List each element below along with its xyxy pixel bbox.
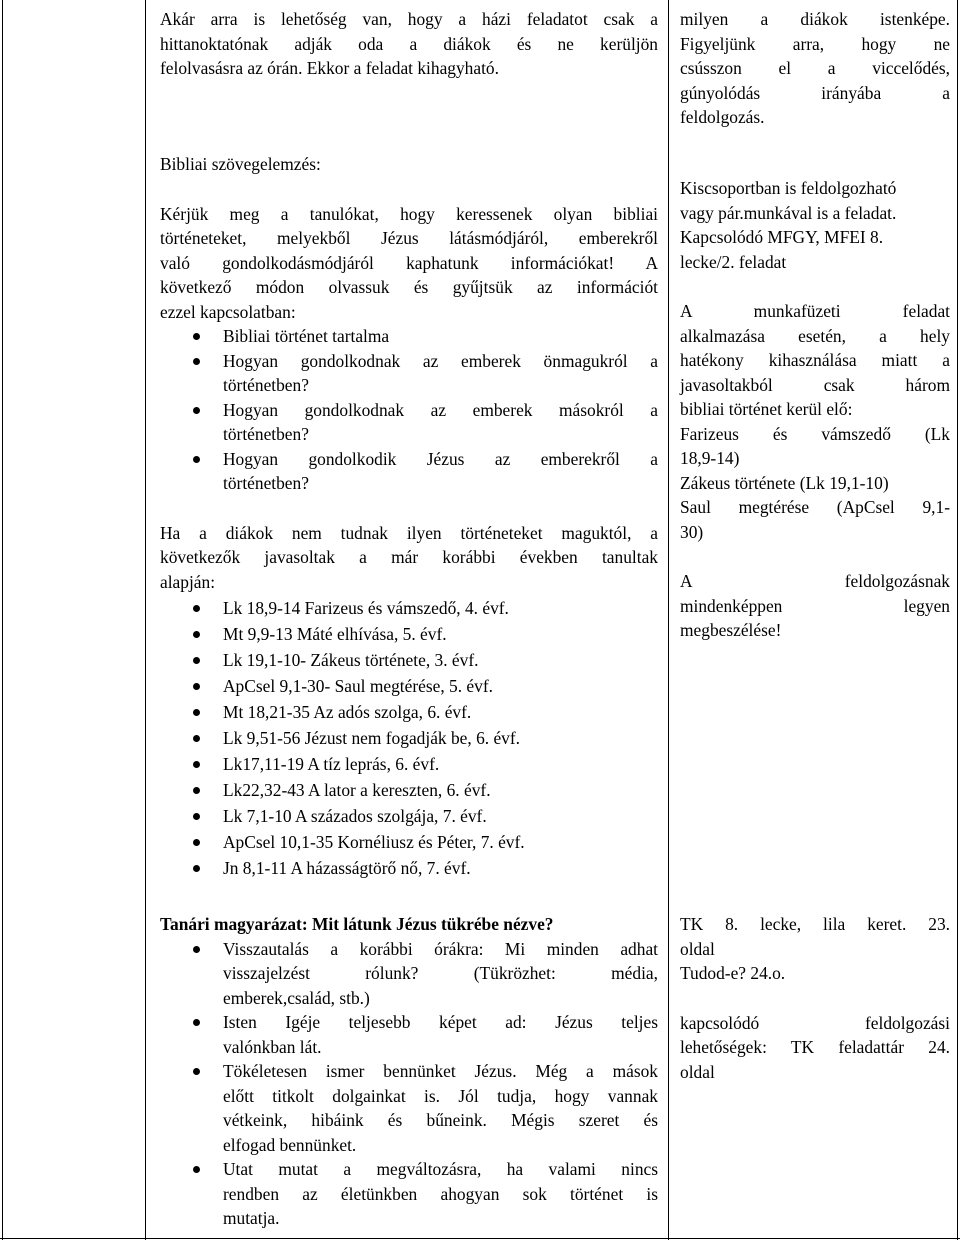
text-line: Bibliai történet tartalma bbox=[223, 326, 390, 346]
section-heading: Bibliai szövegelemzés: bbox=[160, 154, 321, 174]
text-line: A feldolgozásnak bbox=[680, 571, 950, 591]
question-list bbox=[160, 324, 658, 496]
text-line: Visszautalás a korábbi órákra: Mi minden adhat bbox=[223, 938, 658, 959]
text-line: alkalmazása esetén, a hely bbox=[680, 325, 950, 346]
list-item: Mt 9,9-13 Máté elhívása, 5. évf. bbox=[160, 622, 658, 647]
row3-side-cell bbox=[680, 912, 950, 1084]
text-line: 18,9-14) bbox=[680, 448, 740, 468]
section-heading: Tanári magyarázat: Mit látunk Jézus tükrébe nézve? bbox=[160, 914, 554, 934]
text-line: Kapcsolódó MFGY, MFEI 8. bbox=[680, 227, 884, 247]
row2-main-cell bbox=[160, 152, 658, 881]
text-line: történeteket, melyekből Jézus látásmódjáról, emberekről bbox=[160, 228, 658, 248]
text-line: oldal bbox=[680, 1061, 715, 1082]
row1-side-cell bbox=[680, 7, 950, 130]
list-item bbox=[160, 447, 658, 496]
text-line: A munkafüzeti feladat bbox=[680, 301, 950, 321]
text-line: emberek,család, stb.) bbox=[223, 987, 370, 1008]
text-line: történetben? bbox=[223, 473, 309, 493]
text-line: Tökéletesen ismer bennünket Jézus. Még a mások bbox=[223, 1061, 658, 1081]
text-line: gúnyolódás irányába a bbox=[680, 82, 950, 103]
text-line: Hogyan gondolkodik Jézus az emberekről a bbox=[223, 448, 658, 469]
text-line: megbeszélése! bbox=[680, 620, 782, 640]
text-line: alapján: bbox=[160, 571, 216, 592]
text-line: Farizeus és vámszedő (Lk bbox=[680, 423, 950, 444]
text-line: ezzel kapcsolatban: bbox=[160, 301, 296, 322]
list-item: ApCsel 10,1-35 Kornéliusz és Péter, 7. évf. bbox=[160, 830, 658, 855]
story-list bbox=[160, 596, 658, 881]
text-line: kapcsolódó feldolgozási bbox=[680, 1012, 950, 1033]
text-line: Zákeus története (Lk 19,1-10) bbox=[680, 472, 889, 493]
text-line: milyen a diákok istenképe. bbox=[680, 9, 950, 29]
explanation-list bbox=[160, 937, 658, 1231]
text-line: való gondolkodásmódjáról kaphatunk információkat! A bbox=[160, 252, 658, 273]
list-item: Mt 18,21-35 Az adós szolga, 6. évf. bbox=[160, 700, 658, 725]
text-line: lecke/2. feladat bbox=[680, 251, 787, 272]
text-line: Saul megtérése (ApCsel 9,1- bbox=[680, 497, 950, 517]
text-line: feldolgozás. bbox=[680, 107, 765, 127]
text-line: vagy pár.munkával is a feladat. bbox=[680, 202, 897, 223]
text-line: TK 8. lecke, lila keret. 23. bbox=[680, 914, 950, 934]
text-line: oldal bbox=[680, 938, 715, 959]
list-item bbox=[160, 1010, 658, 1059]
text-line: visszajelzést rólunk? (Tükrözhet: média, bbox=[223, 963, 658, 983]
text-line: rendben az életünkben ahogyan sok történet is bbox=[223, 1183, 658, 1204]
list-item bbox=[160, 937, 658, 1011]
column-divider-2 bbox=[668, 0, 669, 1240]
list-item: ApCsel 9,1-30- Saul megtérése, 5. évf. bbox=[160, 674, 658, 699]
text-line: lehetőségek: TK feladattár 24. bbox=[680, 1037, 950, 1057]
text-line: Akár arra is lehetőség van, hogy a házi feladatot csak a bbox=[160, 9, 658, 29]
text-line: Kérjük meg a tanulókat, hogy keressenek olyan bibliai bbox=[160, 203, 658, 224]
text-line: Utat mutat a megváltozásra, ha valami nincs bbox=[223, 1159, 658, 1179]
column-divider-1 bbox=[145, 0, 146, 1240]
text-line: következők javasoltak a már korábbi években tanultak bbox=[160, 547, 658, 567]
text-line: történetben? bbox=[223, 424, 309, 444]
list-item bbox=[160, 349, 658, 398]
row3-main-cell bbox=[160, 912, 658, 1231]
text-line: Hogyan gondolkodnak az emberek másokról a bbox=[223, 399, 658, 420]
text-line: Tudod-e? 24.o. bbox=[680, 963, 786, 983]
text-line: vétkeink, hibáink és bűneink. Mégis szeret és bbox=[223, 1110, 658, 1130]
text-line: következő módon olvassuk és gyűjtsük az információt bbox=[160, 277, 658, 297]
text-line: Figyeljünk arra, hogy ne bbox=[680, 33, 950, 54]
list-item: Lk 19,1-10- Zákeus története, 3. évf. bbox=[160, 648, 658, 673]
list-item: Lk 7,1-10 A százados szolgája, 7. évf. bbox=[160, 804, 658, 829]
list-item bbox=[160, 324, 658, 349]
list-item: Lk22,32-43 A lator a kereszten, 6. évf. bbox=[160, 778, 658, 803]
text-line: felolvasásra az órán. Ekkor a feladat kihagyható. bbox=[160, 58, 499, 78]
text-line: Hogyan gondolkodnak az emberek önmagukról a bbox=[223, 350, 658, 371]
list-item: Lk 18,9-14 Farizeus és vámszedő, 4. évf. bbox=[160, 596, 658, 621]
text-line: valónkban lát. bbox=[223, 1036, 322, 1057]
list-item: Jn 8,1-11 A házasságtörő nő, 7. évf. bbox=[160, 856, 658, 881]
table-border-bottom bbox=[0, 1238, 960, 1239]
row2-side-cell bbox=[680, 176, 950, 643]
text-line: elfogad bennünket. bbox=[223, 1134, 357, 1155]
text-line: mutatja. bbox=[223, 1208, 280, 1228]
list-item bbox=[160, 1157, 658, 1231]
text-line: csússzon el a viccelődés, bbox=[680, 58, 950, 78]
text-line: Kiscsoportban is feldolgozható bbox=[680, 178, 897, 198]
text-line: mindenképpen legyen bbox=[680, 595, 950, 616]
list-item bbox=[160, 1059, 658, 1157]
text-line: hittanoktatónak adják oda a diákok és ne kerüljön bbox=[160, 33, 658, 54]
text-line: hatékony kihasználása miatt a bbox=[680, 350, 950, 370]
text-line: történetben? bbox=[223, 375, 309, 395]
text-line: javasoltakból csak három bbox=[680, 374, 950, 395]
text-line: előtt titkolt dolgainkat is. Jól tudja, hogy vannak bbox=[223, 1085, 658, 1106]
row1-main-cell bbox=[160, 7, 658, 81]
text-line: bibliai történet kerül elő: bbox=[680, 399, 853, 419]
text-line: 30) bbox=[680, 521, 704, 542]
table-border-right bbox=[957, 0, 958, 1240]
list-item: Lk17,11-19 A tíz leprás, 6. évf. bbox=[160, 752, 658, 777]
text-line: Isten Igéje teljesebb képet ad: Jézus teljes bbox=[223, 1012, 658, 1032]
table-border-left bbox=[2, 0, 3, 1240]
text-line: Ha a diákok nem tudnak ilyen történeteket maguktól, a bbox=[160, 522, 658, 543]
list-item: Lk 9,51-56 Jézust nem fogadják be, 6. évf. bbox=[160, 726, 658, 751]
list-item bbox=[160, 398, 658, 447]
